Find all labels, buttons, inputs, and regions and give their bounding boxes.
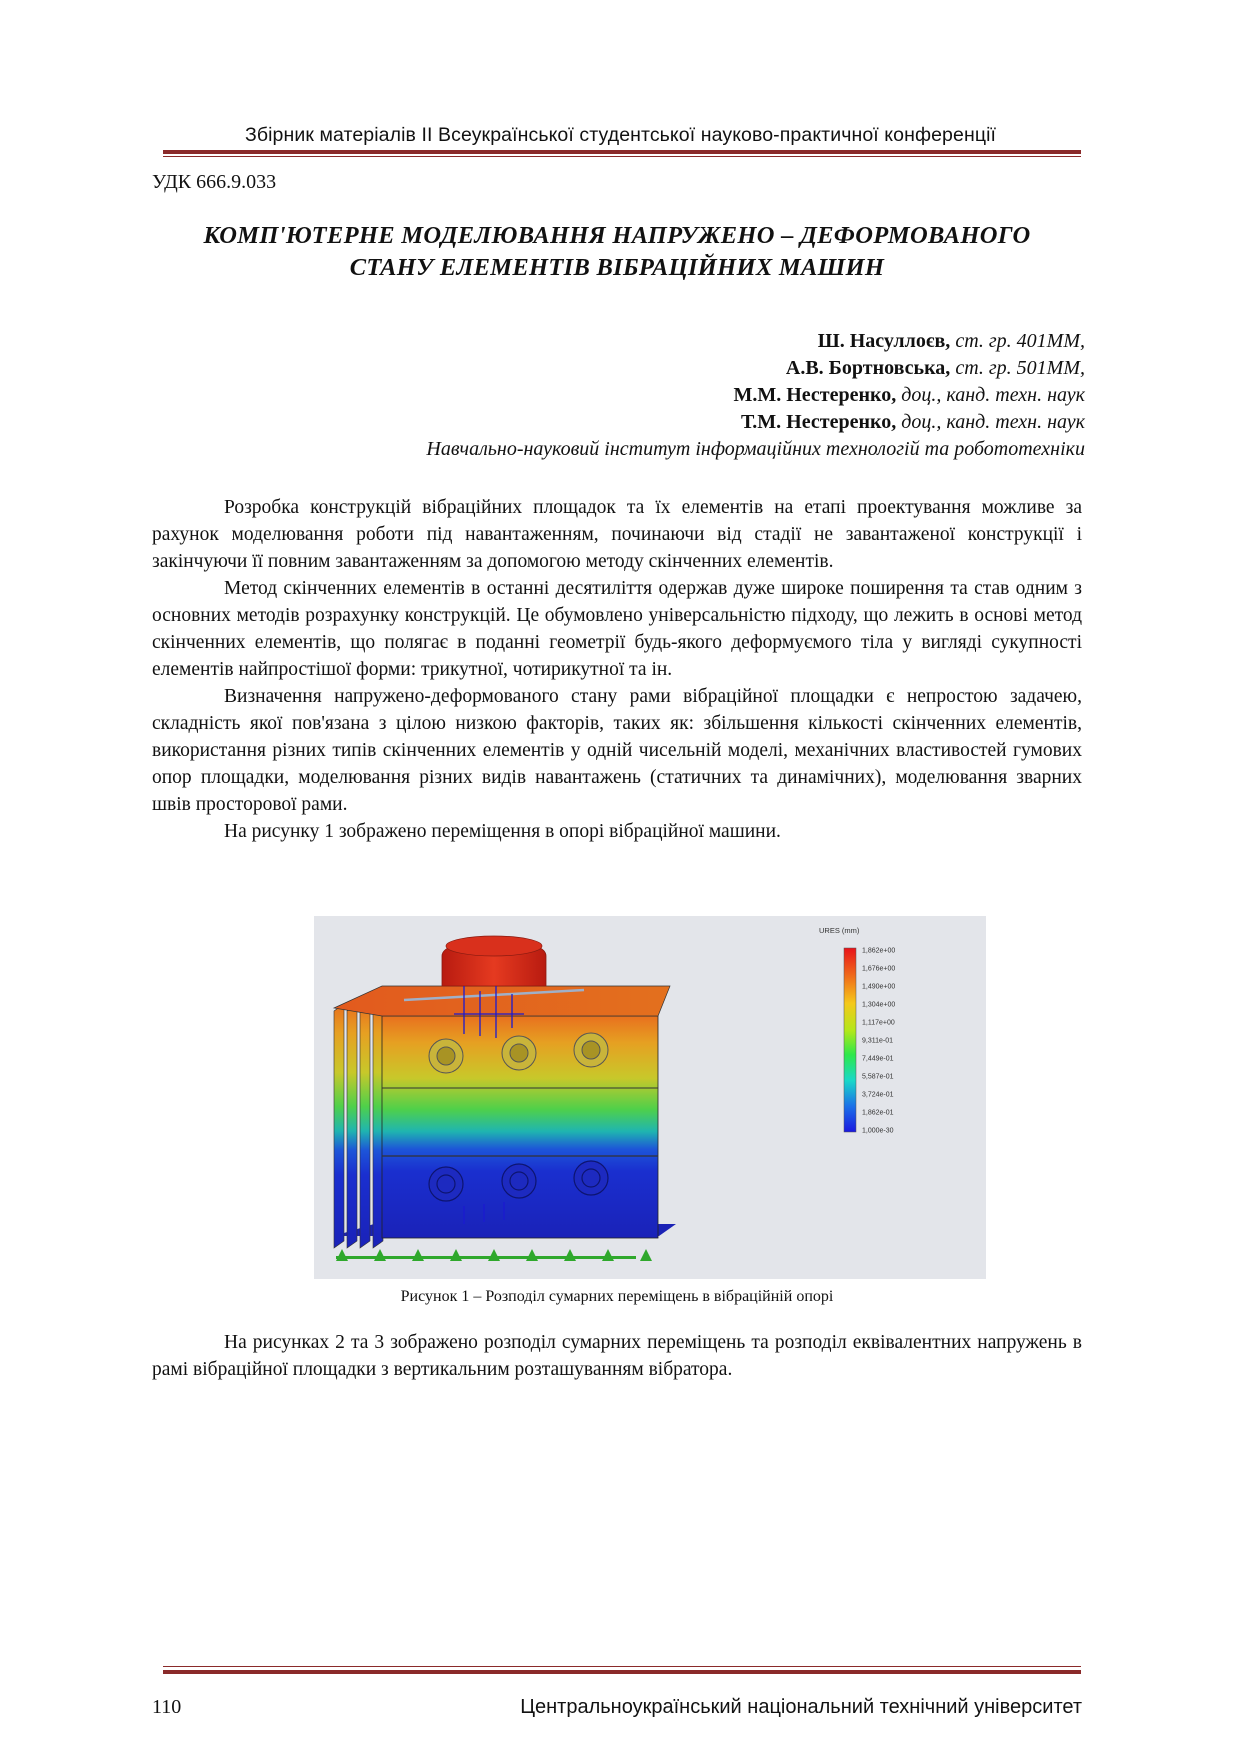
title-line-1: КОМП'ЮТЕРНЕ МОДЕЛЮВАННЯ НАПРУЖЕНО – ДЕФОРМОВАНОГО: [203, 222, 1031, 249]
vibrator-cap: [442, 936, 546, 986]
fixture-arrows: [336, 1249, 652, 1261]
udk-code: УДК 666.9.033: [152, 171, 277, 193]
top-plate: [334, 986, 670, 1016]
legend-tick-label: 1,676e+00: [862, 965, 896, 973]
author-name: М.М. Нестеренко,: [733, 384, 897, 406]
running-header: Збірник матеріалів ІІ Всеукраїнської студентської науково-практичної конференції: [244, 124, 997, 146]
author-line: [426, 328, 1085, 355]
body-text-2: [152, 1329, 1082, 1383]
legend-title: URES (mm): [819, 926, 860, 935]
legend-tick-label: 3,724e-01: [862, 1091, 894, 1099]
legend-tick-label: 1,117e+00: [862, 1019, 895, 1027]
author-name: Т.М. Нестеренко,: [740, 411, 897, 433]
author-role: ст. гр. 501ММ,: [955, 357, 1085, 379]
paragraph: На рисунках 2 та 3 зображено розподіл сумарних переміщень та розподіл еквівалентних напружень в рамі вібраційної площадки з вертикальним розташуванням вібратора.: [152, 1332, 1082, 1380]
footer-rule-thin: [163, 1666, 1081, 1667]
legend-tick-label: 1,304e+00: [862, 1001, 896, 1009]
legend-tick-label: 1,490e+00: [862, 983, 896, 991]
author-line: [426, 409, 1085, 436]
legend: [819, 926, 895, 1135]
legend-tick-label: 1,862e+00: [862, 947, 896, 955]
fea-render: [314, 916, 986, 1279]
page-number: 110: [152, 1696, 182, 1718]
author-line: [426, 355, 1085, 382]
body-text: [152, 494, 1082, 845]
side-ribs: [334, 1004, 383, 1248]
legend-tick-label: 5,587e-01: [862, 1073, 894, 1081]
title-line-2: СТАНУ ЕЛЕМЕНТІВ ВІБРАЦІЙНИХ МАШИН: [349, 254, 885, 281]
legend-tick-label: 1,862e-01: [862, 1109, 894, 1117]
footer-university: Центральноукраїнський національний технічний університет: [520, 1696, 1082, 1718]
footer-rule: [163, 1670, 1081, 1674]
author-role: ст. гр. 401ММ,: [955, 330, 1085, 352]
institution: Навчально-науковий інститут інформаційних технологій та робототехніки: [426, 438, 1085, 460]
paragraph: Метод скінченних елементів в останні десятиліття одержав дуже широке поширення та став одним з основних методів розрахунку конструкцій. Це обумовлено універсальністю підходу, що лежить в основі метод скінченних елементів, що полягає в поданні геометрії будь-якого деформуємого тіла у вигляді сукупності елементів найпростішої форми: трикутної, чотирикутної та ін.: [152, 578, 1082, 680]
legend-tick-label: 9,311e-01: [862, 1037, 894, 1045]
legend-tick-label: 7,449e-01: [862, 1055, 894, 1063]
paragraph: Визначення напружено-деформованого стану рами вібраційної площадки є непростою задачею, складність якої пов'язана з цілою низкою факторів, таких як: збільшення кількості скінченних елементів, використання різних типів скінченних елементів у одній чисельній моделі, механічних властивостей гумових опор площадки, моделювання різних видів навантажень (статичних та динамічних), моделювання зварних швів просторової рами.: [152, 686, 1082, 815]
figure-fea-displacement: [314, 916, 986, 1279]
author-name: А.В. Бортновська,: [785, 357, 951, 379]
paragraph: Розробка конструкцій вібраційних площадок та їх елементів на етапі проектування можливе за рахунок моделювання роботи під навантаженням, починаючи від стадії не завантаженої конструкції і закінчуючи її повним завантаженням за допомогою методу скінченних елементів.: [152, 497, 1082, 572]
author-block: [426, 328, 1085, 463]
figure-caption: Рисунок 1 – Розподіл сумарних переміщень в вібраційній опорі: [400, 1288, 834, 1305]
legend-tick-label: 1,000e-30: [862, 1127, 894, 1135]
header-rule: [163, 150, 1081, 154]
author-role: доц., канд. техн. наук: [901, 384, 1085, 406]
author-role: доц., канд. техн. наук: [901, 411, 1085, 433]
header-rule-thin: [163, 156, 1081, 157]
legend-colorbar: [844, 948, 856, 1132]
author-name: Ш. Насуллоєв,: [817, 330, 951, 352]
author-line: [426, 382, 1085, 409]
paragraph: На рисунку 1 зображено переміщення в опорі вібраційної машини.: [224, 821, 781, 842]
paper-title: [152, 220, 1082, 284]
